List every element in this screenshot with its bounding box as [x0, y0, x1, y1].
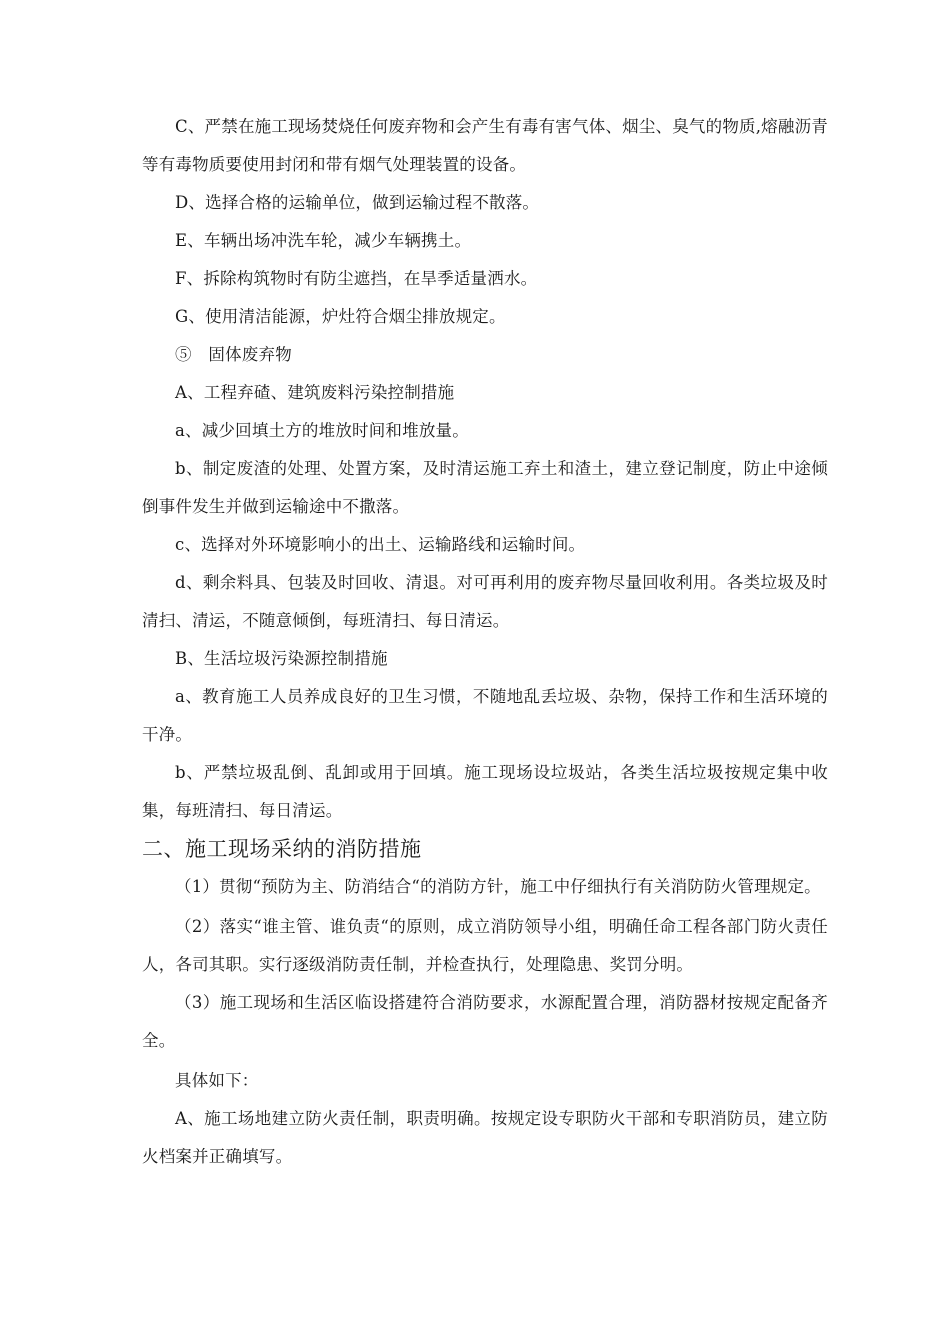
- paragraph-b-domestic-waste: B、生活垃圾污染源控制措施: [175, 649, 388, 668]
- paragraph-b-waste-plan: b、制定废渣的处理、处置方案，及时清运施工弃土和渣土，建立登记制度，防止中途倾倒事件发生并做到运输途中不撒落。: [142, 459, 828, 516]
- paragraph-a-backfill: a、减少回填土方的堆放时间和堆放量。: [175, 421, 469, 440]
- paragraph-b-garbage-station: b、严禁垃圾乱倒、乱卸或用于回填。施工现场设垃圾站，各类生活垃圾按规定集中收集，每班清扫、每日清运。: [142, 763, 828, 820]
- paragraph-f-demolition: F、拆除构筑物时有防尘遮挡，在旱季适量洒水。: [175, 269, 538, 288]
- paragraph-c-route: c、选择对外环境影响小的出土、运输路线和运输时间。: [175, 535, 586, 554]
- paragraph-1-fire-policy: （1）贯彻“预防为主、防消结合“的消防方针，施工中仔细执行有关消防防火管理规定。: [175, 877, 821, 896]
- paragraph-details-intro: 具体如下：: [175, 1071, 259, 1090]
- paragraph-e-wheel-wash: E、车辆出场冲洗车轮，减少车辆携土。: [175, 231, 472, 250]
- paragraph-d-transport: D、选择合格的运输单位，做到运输过程不散落。: [175, 193, 540, 212]
- paragraph-a-construction-waste: A、工程弃碴、建筑废料污染控制措施: [175, 383, 455, 402]
- paragraph-2-responsibility: （2）落实“谁主管、谁负责“的原则，成立消防领导小组，明确任命工程各部门防火责任人，各司其职。实行逐级消防责任制，并检查执行，处理隐患、奖罚分明。: [142, 917, 828, 974]
- paragraph-a-hygiene: a、教育施工人员养成良好的卫生习惯，不随地乱丢垃圾、杂物，保持工作和生活环境的干净。: [142, 687, 828, 744]
- paragraph-a-fire-responsibility: A、施工场地建立防火责任制，职责明确。按规定设专职防火干部和专职消防员，建立防火档案并正确填写。: [142, 1109, 828, 1166]
- paragraph-c-burning: C、严禁在施工现场焚烧任何废弃物和会产生有毒有害气体、烟尘、臭气的物质,熔融沥青等有毒物质要使用封闭和带有烟气处理装置的设备。: [142, 117, 828, 174]
- paragraph-3-site-layout: （3）施工现场和生活区临设搭建符合消防要求，水源配置合理，消防器材按规定配备齐全。: [142, 993, 828, 1050]
- paragraph-g-clean-energy: G、使用清洁能源，炉灶符合烟尘排放规定。: [175, 307, 506, 326]
- document-body: [142, 108, 828, 1176]
- paragraph-d-recycle: d、剩余料具、包装及时回收、清退。对可再利用的废弃物尽量回收利用。各类垃圾及时清扫、清运，不随意倾倒，每班清扫、每日清运。: [142, 573, 828, 630]
- subheading-solid-waste: ⑤ 固体废弃物: [175, 345, 292, 364]
- section-heading-fire-measures: 二、施工现场采纳的消防措施: [142, 837, 422, 861]
